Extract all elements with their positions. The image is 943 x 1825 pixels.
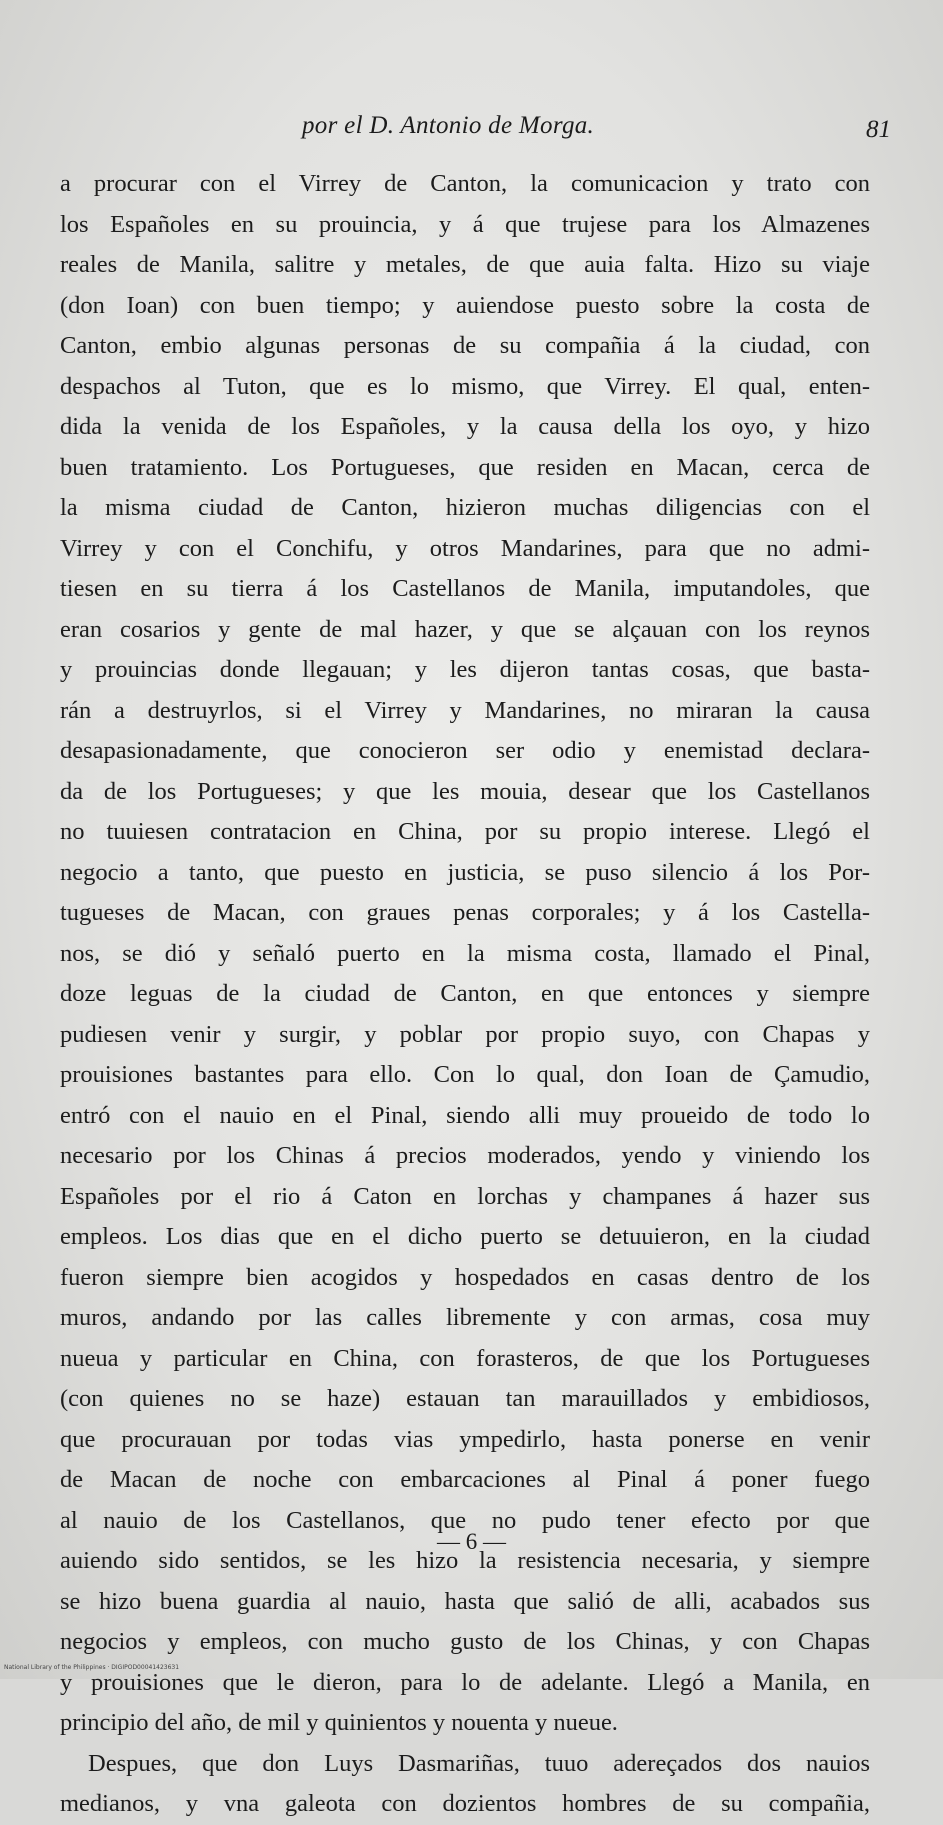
text-line: que procurauan por todas vias ympedirlo, hasta ponerse en venir [60,1425,870,1453]
page-header [0,112,943,152]
text-line: dida la venida de los Españoles, y la causa della los oyo, y hizo [60,413,870,440]
text-line: de Macan de noche con embarcaciones al Pinal á poner fuego [60,1466,870,1493]
text-line: buen tratamiento. Los Portugueses, que residen en Macan, cerca de [60,453,870,481]
text-line: auiendo sido sentidos, se les hizo la resistencia necesaria, y siempre [60,1547,870,1574]
text-line-paragraph-start: Despues, que don Luys Dasmariñas, tuuo adereçados dos nauios [88,1749,870,1777]
text-line: nueua y particular en China, con forasteros, de que los Portugueses [60,1344,870,1372]
text-line: y prouisiones que le dieron, para lo de adelante. Llegó a Manila, en [60,1668,870,1696]
text-line: despachos al Tuton, que es lo mismo, que Virrey. El qual, enten- [60,372,870,400]
text-line: y prouincias donde llegauan; y les dijeron tantas cosas, que basta- [60,656,870,683]
text-line: eran cosarios y gente de mal hazer, y que se alçauan con los reynos [60,615,870,643]
text-line-paragraph-end: principio del año, de mil y quinientos y nouenta y nueue. [60,1709,618,1736]
text-line: los Españoles en su prouincia, y á que trujese para los Almazenes [60,210,870,238]
text-line: desapasionadamente, que conocieron ser odio y enemistad declara- [60,737,870,764]
text-line: prouisiones bastantes para ello. Con lo qual, don Ioan de Çamudio, [60,1061,870,1088]
text-line: rán a destruyrlos, si el Virrey y Mandarines, no miraran la causa [60,696,870,724]
text-line: fueron siempre bien acogidos y hospedados en casas dentro de los [60,1263,870,1291]
text-line: Canton, embio algunas personas de su compañia á la ciudad, con [60,332,870,359]
text-line: entró con el nauio en el Pinal, siendo alli muy proueido de todo lo [60,1101,870,1129]
text-line: no tuuiesen contratacion en China, por su propio interese. Llegó el [60,818,870,845]
body-text [60,164,870,1825]
text-line: tiesen en su tierra á los Castellanos de Manila, imputandoles, que [60,575,870,602]
text-line: reales de Manila, salitre y metales, de que auia falta. Hizo su viaje [60,251,870,278]
text-line: da de los Portugueses; y que les mouia, desear que los Castellanos [60,777,870,805]
text-line: muros, andando por las calles libremente y con armas, cosa muy [60,1304,870,1331]
footer-note: National Library of the Philippines · DIGIPOD00041423631 [4,1664,180,1671]
text-line: nos, se dió y señaló puerto en la misma costa, llamado el Pinal, [60,939,870,967]
text-line: doze leguas de la ciudad de Canton, en que entonces y siempre [60,980,870,1007]
text-line: Virrey y con el Conchifu, y otros Mandarines, para que no admi- [60,534,870,562]
page-number: 81 [866,116,891,143]
text-line: la misma ciudad de Canton, hizieron muchas diligencias con el [60,494,870,521]
running-head: por el D. Antonio de Morga. [302,112,595,139]
text-line: al nauio de los Castellanos, que no pudo tener efecto por que [60,1506,870,1534]
text-line: tugueses de Macan, con graues penas corporales; y á los Castella- [60,899,870,926]
text-line: necesario por los Chinas á precios moderados, yendo y viniendo los [60,1142,870,1169]
text-line: (don Ioan) con buen tiempo; y auiendose puesto sobre la costa de [60,291,870,319]
text-line: empleos. Los dias que en el dicho puerto se detuuieron, en la ciudad [60,1223,870,1250]
text-line: pudiesen venir y surgir, y poblar por propio suyo, con Chapas y [60,1020,870,1048]
text-line: medianos, y vna galeota con dozientos hombres de su compañia, [60,1790,870,1817]
text-line: Españoles por el rio á Caton en lorchas y champanes á hazer sus [60,1182,870,1210]
text-line: se hizo buena guardia al nauio, hasta que salió de alli, acabados sus [60,1587,870,1615]
text-line: negocio a tanto, que puesto en justicia, se puso silencio á los Por- [60,858,870,886]
signature-mark: — 6 — [437,1529,506,1554]
text-line: (con quienes no se haze) estauan tan marauillados y embidiosos, [60,1385,870,1412]
text-line: a procurar con el Virrey de Canton, la comunicacion y trato con [60,170,870,197]
text-line: negocios y empleos, con mucho gusto de los Chinas, y con Chapas [60,1628,870,1655]
